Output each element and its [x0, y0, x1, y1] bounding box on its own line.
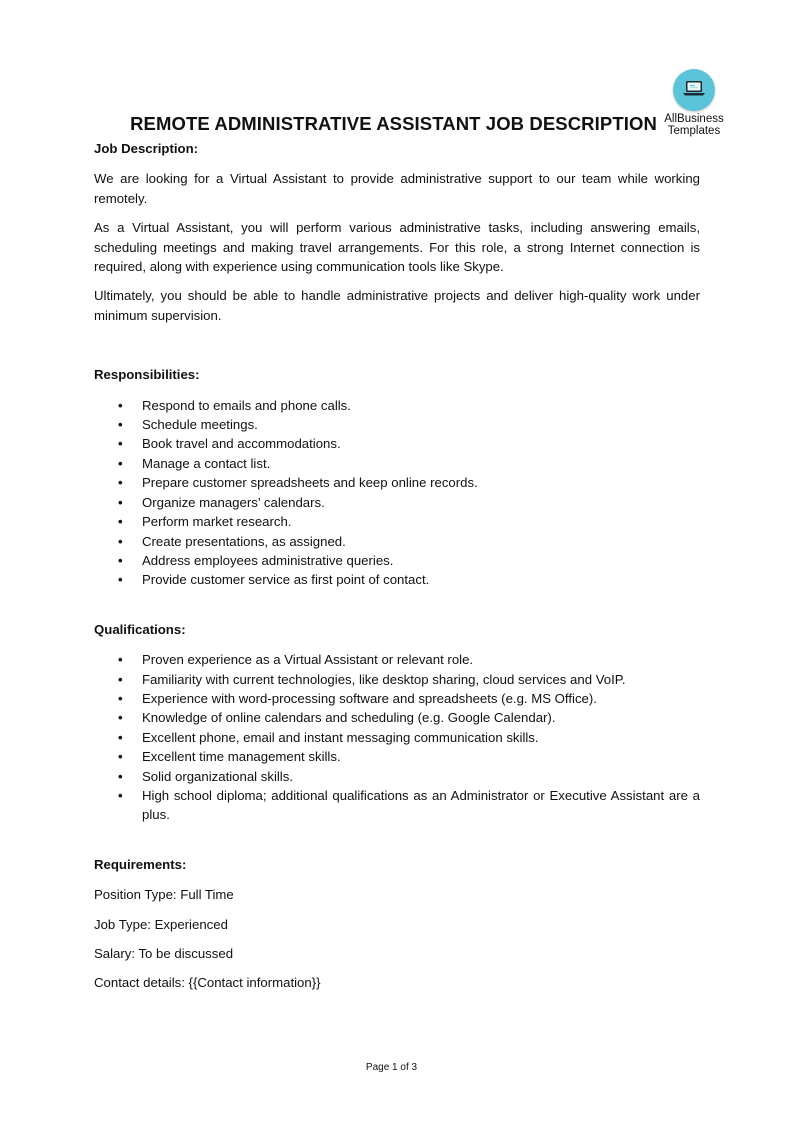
requirement-contact-details: Contact details: {{Contact information}}: [94, 975, 321, 991]
logo-line-1: AllBusiness: [664, 113, 724, 125]
responsibility-text: Create presentations, as assigned.: [142, 533, 346, 549]
job-description-paragraph-3: Ultimately, you should be able to handle administrative projects and deliver high-quality work under minimum supervision.: [94, 288, 700, 323]
qualification-text: Knowledge of online calendars and scheduling (e.g. Google Calendar).: [142, 710, 556, 726]
responsibility-text: Perform market research.: [142, 514, 292, 530]
responsibility-text: Organize managers’ calendars.: [142, 494, 325, 510]
list-item: [94, 708, 700, 727]
requirement-position-type: Position Type: Full Time: [94, 887, 234, 903]
responsibility-text: Respond to emails and phone calls.: [142, 397, 351, 413]
bullet-icon: •: [118, 455, 123, 471]
qualification-text: Excellent phone, email and instant messaging communication skills.: [142, 729, 539, 745]
qualification-text: High school diploma; additional qualifications as an Administrator or Executive Assistant are a plus.: [142, 787, 700, 823]
list-item: [94, 786, 700, 825]
list-item: [94, 650, 700, 669]
bullet-icon: •: [118, 787, 123, 803]
responsibilities-heading: Responsibilities:: [94, 367, 200, 383]
list-item: [94, 767, 700, 786]
responsibility-text: Address employees administrative queries.: [142, 552, 394, 568]
list-item: [94, 512, 700, 531]
qualification-text: Solid organizational skills.: [142, 768, 293, 784]
bullet-icon: •: [118, 572, 123, 588]
list-item: [94, 551, 700, 570]
responsibility-text: Manage a contact list.: [142, 455, 271, 471]
requirements-heading: Requirements:: [94, 856, 187, 872]
list-item: [94, 728, 700, 747]
bullet-icon: •: [118, 494, 123, 510]
bullet-icon: •: [118, 768, 123, 784]
responsibility-text: Provide customer service as first point of contact.: [142, 572, 430, 588]
bullet-icon: •: [118, 671, 123, 687]
bullet-icon: •: [118, 514, 123, 530]
list-item: [94, 532, 700, 551]
list-item: [94, 493, 700, 512]
bullet-icon: •: [118, 690, 123, 706]
bullet-icon: •: [118, 652, 123, 668]
job-description-paragraph-2: As a Virtual Assistant, you will perform various administrative tasks, including answering emails, scheduling meetings and making travel arrangements. For this role, a strong Internet connection is required, along with experience using communication tools like Skype.: [94, 220, 700, 275]
bullet-icon: •: [118, 552, 123, 568]
responsibility-text: Prepare customer spreadsheets and keep online records.: [142, 475, 478, 491]
bullet-icon: •: [118, 729, 123, 745]
bullet-icon: •: [118, 436, 123, 452]
logo-line-2: Templates: [667, 125, 721, 137]
qualification-text: Familiarity with current technologies, like desktop sharing, cloud services and VoIP.: [142, 671, 626, 687]
responsibility-text: Book travel and accommodations.: [142, 436, 341, 452]
document-body: [94, 139, 700, 993]
bullet-icon: •: [118, 710, 123, 726]
bullet-icon: •: [118, 475, 123, 491]
laptop-icon: [681, 79, 707, 99]
qualification-text: Excellent time management skills.: [142, 749, 341, 765]
qualifications-list: [94, 650, 700, 825]
responsibilities-list: [94, 396, 700, 590]
list-item: [94, 415, 700, 434]
logo-badge: [673, 69, 715, 111]
qualification-text: Experience with word-processing software and spreadsheets (e.g. MS Office).: [142, 690, 597, 706]
qualifications-heading: Qualifications:: [94, 621, 186, 637]
bullet-icon: •: [118, 533, 123, 549]
bullet-icon: •: [118, 749, 123, 765]
job-description-paragraph-1: We are looking for a Virtual Assistant to provide administrative support to our team while working remotely.: [94, 171, 700, 206]
list-item: [94, 396, 700, 415]
list-item: [94, 689, 700, 708]
bullet-icon: •: [118, 397, 123, 413]
responsibility-text: Schedule meetings.: [142, 417, 258, 433]
list-item: [94, 473, 700, 492]
page-number-footer: Page 1 of 3: [365, 1062, 418, 1073]
list-item: [94, 434, 700, 453]
job-description-heading: Job Description:: [94, 141, 199, 156]
qualification-text: Proven experience as a Virtual Assistant or relevant role.: [142, 652, 474, 668]
document-title: REMOTE ADMINISTRATIVE ASSISTANT JOB DESCRIPTION: [130, 113, 657, 134]
requirement-salary: Salary: To be discussed: [94, 946, 234, 961]
bullet-icon: •: [118, 417, 123, 433]
requirement-job-type: Job Type: Experienced: [94, 916, 228, 932]
list-item: [94, 670, 700, 689]
list-item: [94, 747, 700, 766]
list-item: [94, 570, 700, 589]
list-item: [94, 454, 700, 473]
